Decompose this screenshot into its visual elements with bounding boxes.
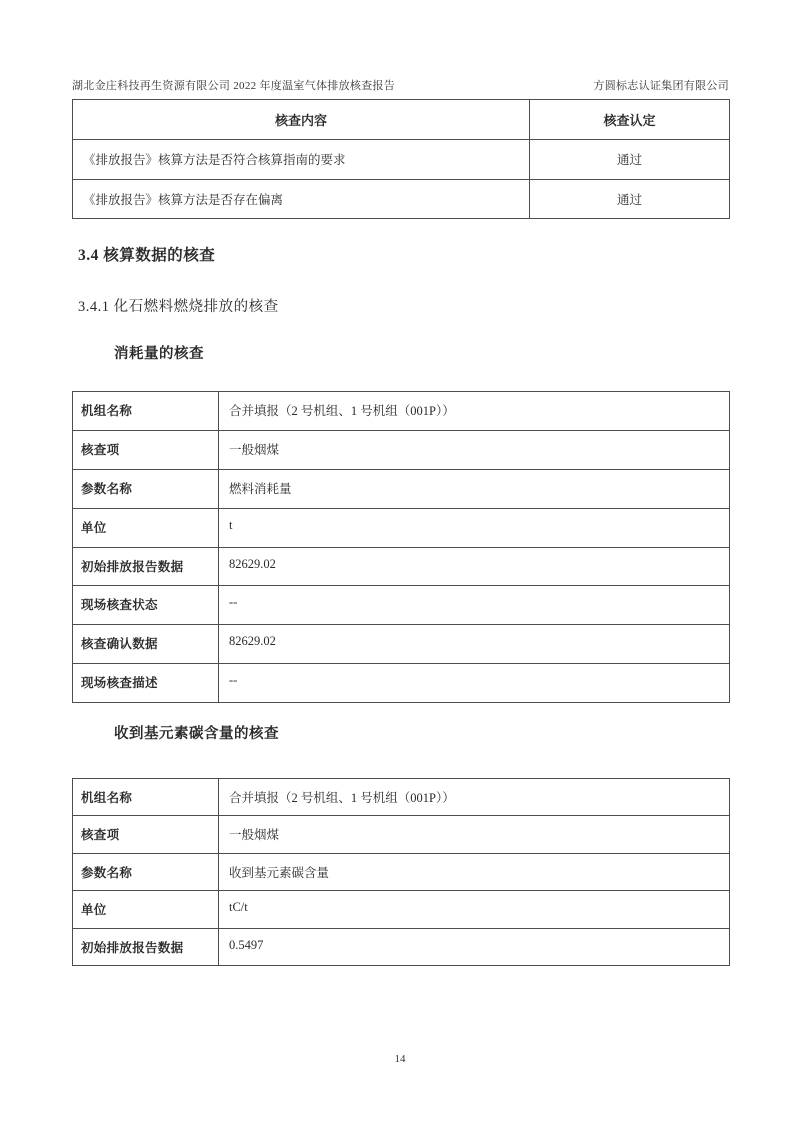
table-row (73, 469, 730, 508)
table-row (73, 928, 730, 965)
table-row (73, 430, 730, 469)
review-result: 通过 (530, 179, 730, 219)
header-report-title: 湖北金庄科技再生资源有限公司 2022 年度温室气体排放核查报告 (72, 80, 396, 92)
row-value: tC/t (219, 891, 730, 928)
row-value: 一般烟煤 (219, 430, 730, 469)
row-label: 初始排放报告数据 (73, 547, 219, 586)
row-label: 核查项 (73, 816, 219, 853)
consumption-verification-table (72, 391, 730, 703)
table-row (73, 140, 730, 180)
table-header-row (73, 100, 730, 140)
row-label: 现场核查状态 (73, 586, 219, 625)
row-value: 燃料消耗量 (219, 469, 730, 508)
row-label: 参数名称 (73, 853, 219, 890)
review-item: 《排放报告》核算方法是否符合核算指南的要求 (73, 140, 530, 180)
column-header-result: 核查认定 (530, 100, 730, 140)
table-row (73, 816, 730, 853)
row-value: 合并填报（2 号机组、1 号机组（001P）） (219, 392, 730, 431)
header-organization: 方圆标志认证集团有限公司 (593, 80, 729, 92)
row-value: t (219, 508, 730, 547)
row-label: 参数名称 (73, 469, 219, 508)
table-row (73, 392, 730, 431)
row-value: 82629.02 (219, 625, 730, 664)
table-row (73, 625, 730, 664)
row-label: 现场核查描述 (73, 664, 219, 703)
row-label: 机组名称 (73, 779, 219, 816)
column-header-content: 核查内容 (73, 100, 530, 140)
section-heading-3-4: 3.4 核算数据的核查 (78, 247, 216, 264)
row-value: 一般烟煤 (219, 816, 730, 853)
row-label: 单位 (73, 508, 219, 547)
review-item: 《排放报告》核算方法是否存在偏离 (73, 179, 530, 219)
carbon-content-verification-table (72, 778, 730, 966)
subsection-heading-carbon-content: 收到基元素碳含量的核查 (114, 726, 279, 742)
row-label: 初始排放报告数据 (73, 928, 219, 965)
row-value: -- (219, 664, 730, 703)
table-row (73, 547, 730, 586)
row-value: 0.5497 (219, 928, 730, 965)
table-row (73, 586, 730, 625)
row-value: -- (219, 586, 730, 625)
table-row (73, 853, 730, 890)
subsection-heading-consumption: 消耗量的核查 (114, 346, 204, 362)
table-row (73, 664, 730, 703)
row-label: 核查确认数据 (73, 625, 219, 664)
review-result: 通过 (530, 140, 730, 180)
page-number: 14 (394, 1053, 406, 1065)
table-row (73, 779, 730, 816)
table-row (73, 179, 730, 219)
row-value: 82629.02 (219, 547, 730, 586)
row-label: 单位 (73, 891, 219, 928)
section-heading-3-4-1: 3.4.1 化石燃料燃烧排放的核查 (78, 299, 279, 315)
row-value: 收到基元素碳含量 (219, 853, 730, 890)
running-header (72, 77, 729, 93)
row-label: 机组名称 (73, 392, 219, 431)
row-value: 合并填报（2 号机组、1 号机组（001P）） (219, 779, 730, 816)
review-conclusion-table (72, 99, 730, 219)
table-row (73, 891, 730, 928)
row-label: 核查项 (73, 430, 219, 469)
table-row (73, 508, 730, 547)
